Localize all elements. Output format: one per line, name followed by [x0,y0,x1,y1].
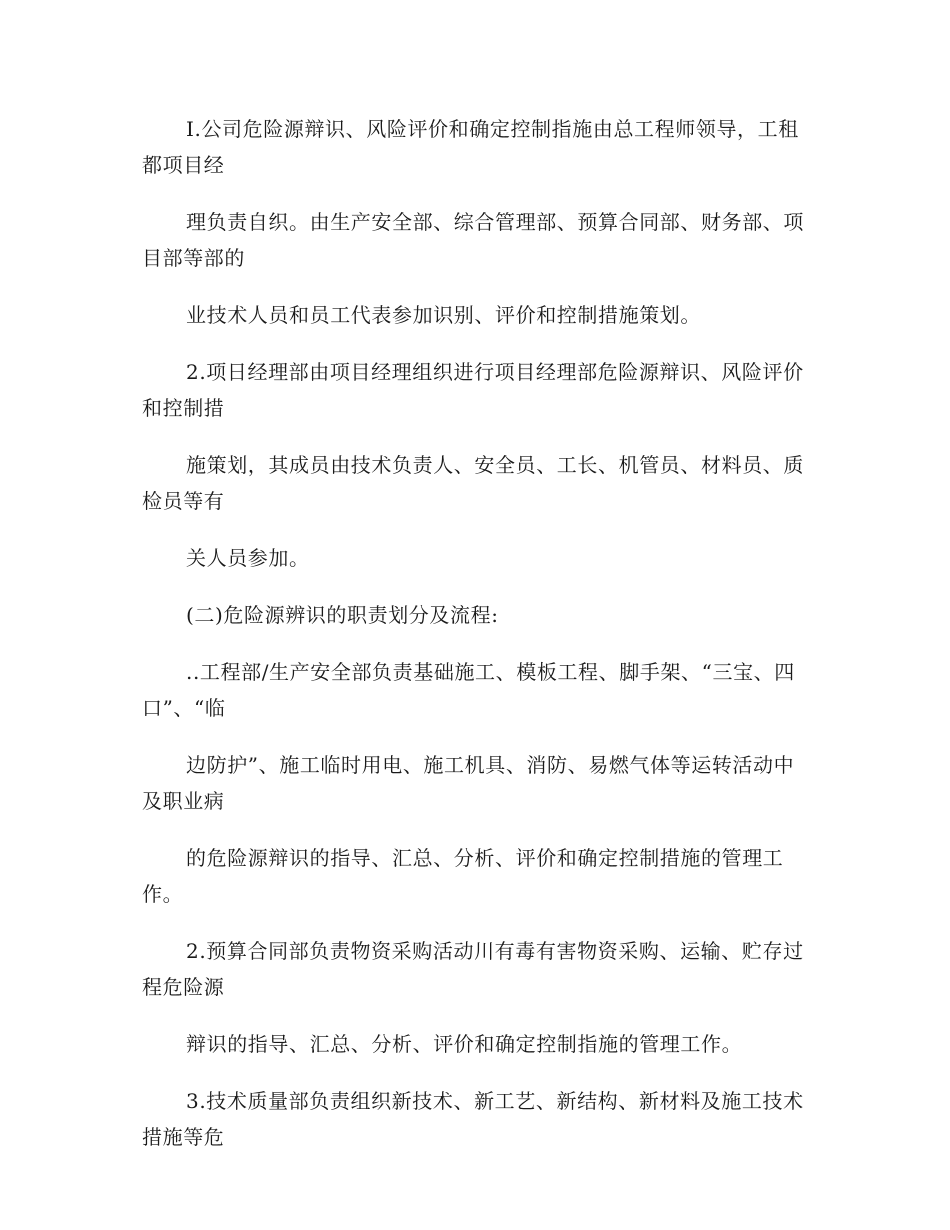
document-body [142,111,812,1176]
paragraph-10: 2.预算合同部负责物资采购活动川有毒有害物资采购、运输、贮存过程危险源 [142,939,804,999]
paragraph-6: 关人员参加。 [186,546,310,570]
paragraph-5: 施策划，其成员由技术负责人、安全员、工长、机管员、材料员、质检员等有 [142,453,804,513]
paragraph-7: ..工程部/生产安全部负责基础施工、模板工程、脚手架、“三宝、四口”、“临 [142,660,795,720]
paragraph-12: 3.技术质量部负责组织新技术、新工艺、新结构、新材料及施工技术措施等危 [142,1089,804,1149]
paragraph-11: 辩识的指导、汇总、分析、评价和确定控制指施的管理工作。 [186,1032,743,1056]
paragraph-4: 2.项日经理部由项目经理组织进行项目经理部危险源辩识、风险评价和控制措 [142,360,804,420]
paragraph-3: 业技术人员和员工代表参加识别、评价和控制措施策划。 [186,303,701,327]
paragraph-9: 的危险源辩识的指导、汇总、分析、评价和确定控制措施的管理工作。 [142,846,784,906]
section-heading: (二)危险源辨识的职责划分及流程: [186,603,499,627]
paragraph-2: 理负责自织。由生产安全部、综合管理部、预算合同部、财务部、项目部等部的 [142,210,804,270]
paragraph-8: 边防护”、施工临时用电、施工机具、消防、易燃气体等运转活动中及职业病 [142,753,795,813]
paragraph-1: I.公司危险源辩识、风险评价和确定控制指施由总工程师领导，工租都项目经 [142,117,799,177]
